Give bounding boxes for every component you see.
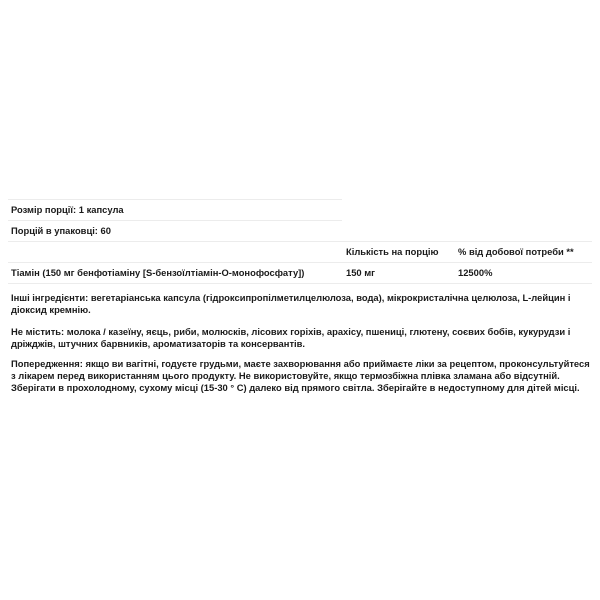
free-from-text: Не містить: молока / казеїну, яєць, риби, молюсків, лісових горіхів, арахісу, пшениці, глютену, соєвих бобів, кукурудзи і дріжджів, штучних барвників, ароматизаторів та консервантів.: [11, 326, 571, 349]
other-ingredients-text: Інші інгредієнти: вегетаріанська капсула (гідроксипропілметилцелюлоза, вода), мікрокристалічна целюлоза, L-лейцин і діоксид кремнію.: [11, 292, 571, 315]
warning-text: Попередження: якщо ви вагітні, годуєте грудьми, маєте захворювання або приймаєте ліки за рецептом, проконсультуйтеся з лікарем перед використанням цього продукту. Не використовуйте, якщо термозбіжна плівка зламана або відсутній. Зберігати в прохолодному, сухому місці (15-30 ° C) далеко від прямого світла. Зберігайте в недоступному для дітей місці.: [11, 358, 590, 393]
supplement-facts-panel: [8, 199, 592, 284]
header-amount-per-serving: Кількість на порцію: [346, 246, 439, 257]
serving-size-row: [8, 199, 342, 220]
product-notes: [11, 292, 591, 404]
servings-per-container-row: [8, 220, 342, 241]
ingredient-name: Тіамін (150 мг бенфотіаміну [S-бензоїлтіамін-O-монофосфату]): [11, 267, 305, 278]
table-row: [8, 262, 592, 284]
header-daily-value: % від добової потреби **: [458, 246, 574, 257]
serving-size-label: Розмір порції: 1 капсула: [11, 204, 124, 215]
servings-per-container-label: Порцій в упаковці: 60: [11, 225, 111, 236]
table-header-row: [8, 241, 592, 262]
ingredient-amount: 150 мг: [346, 267, 376, 278]
ingredient-daily-value: 12500%: [458, 267, 493, 278]
